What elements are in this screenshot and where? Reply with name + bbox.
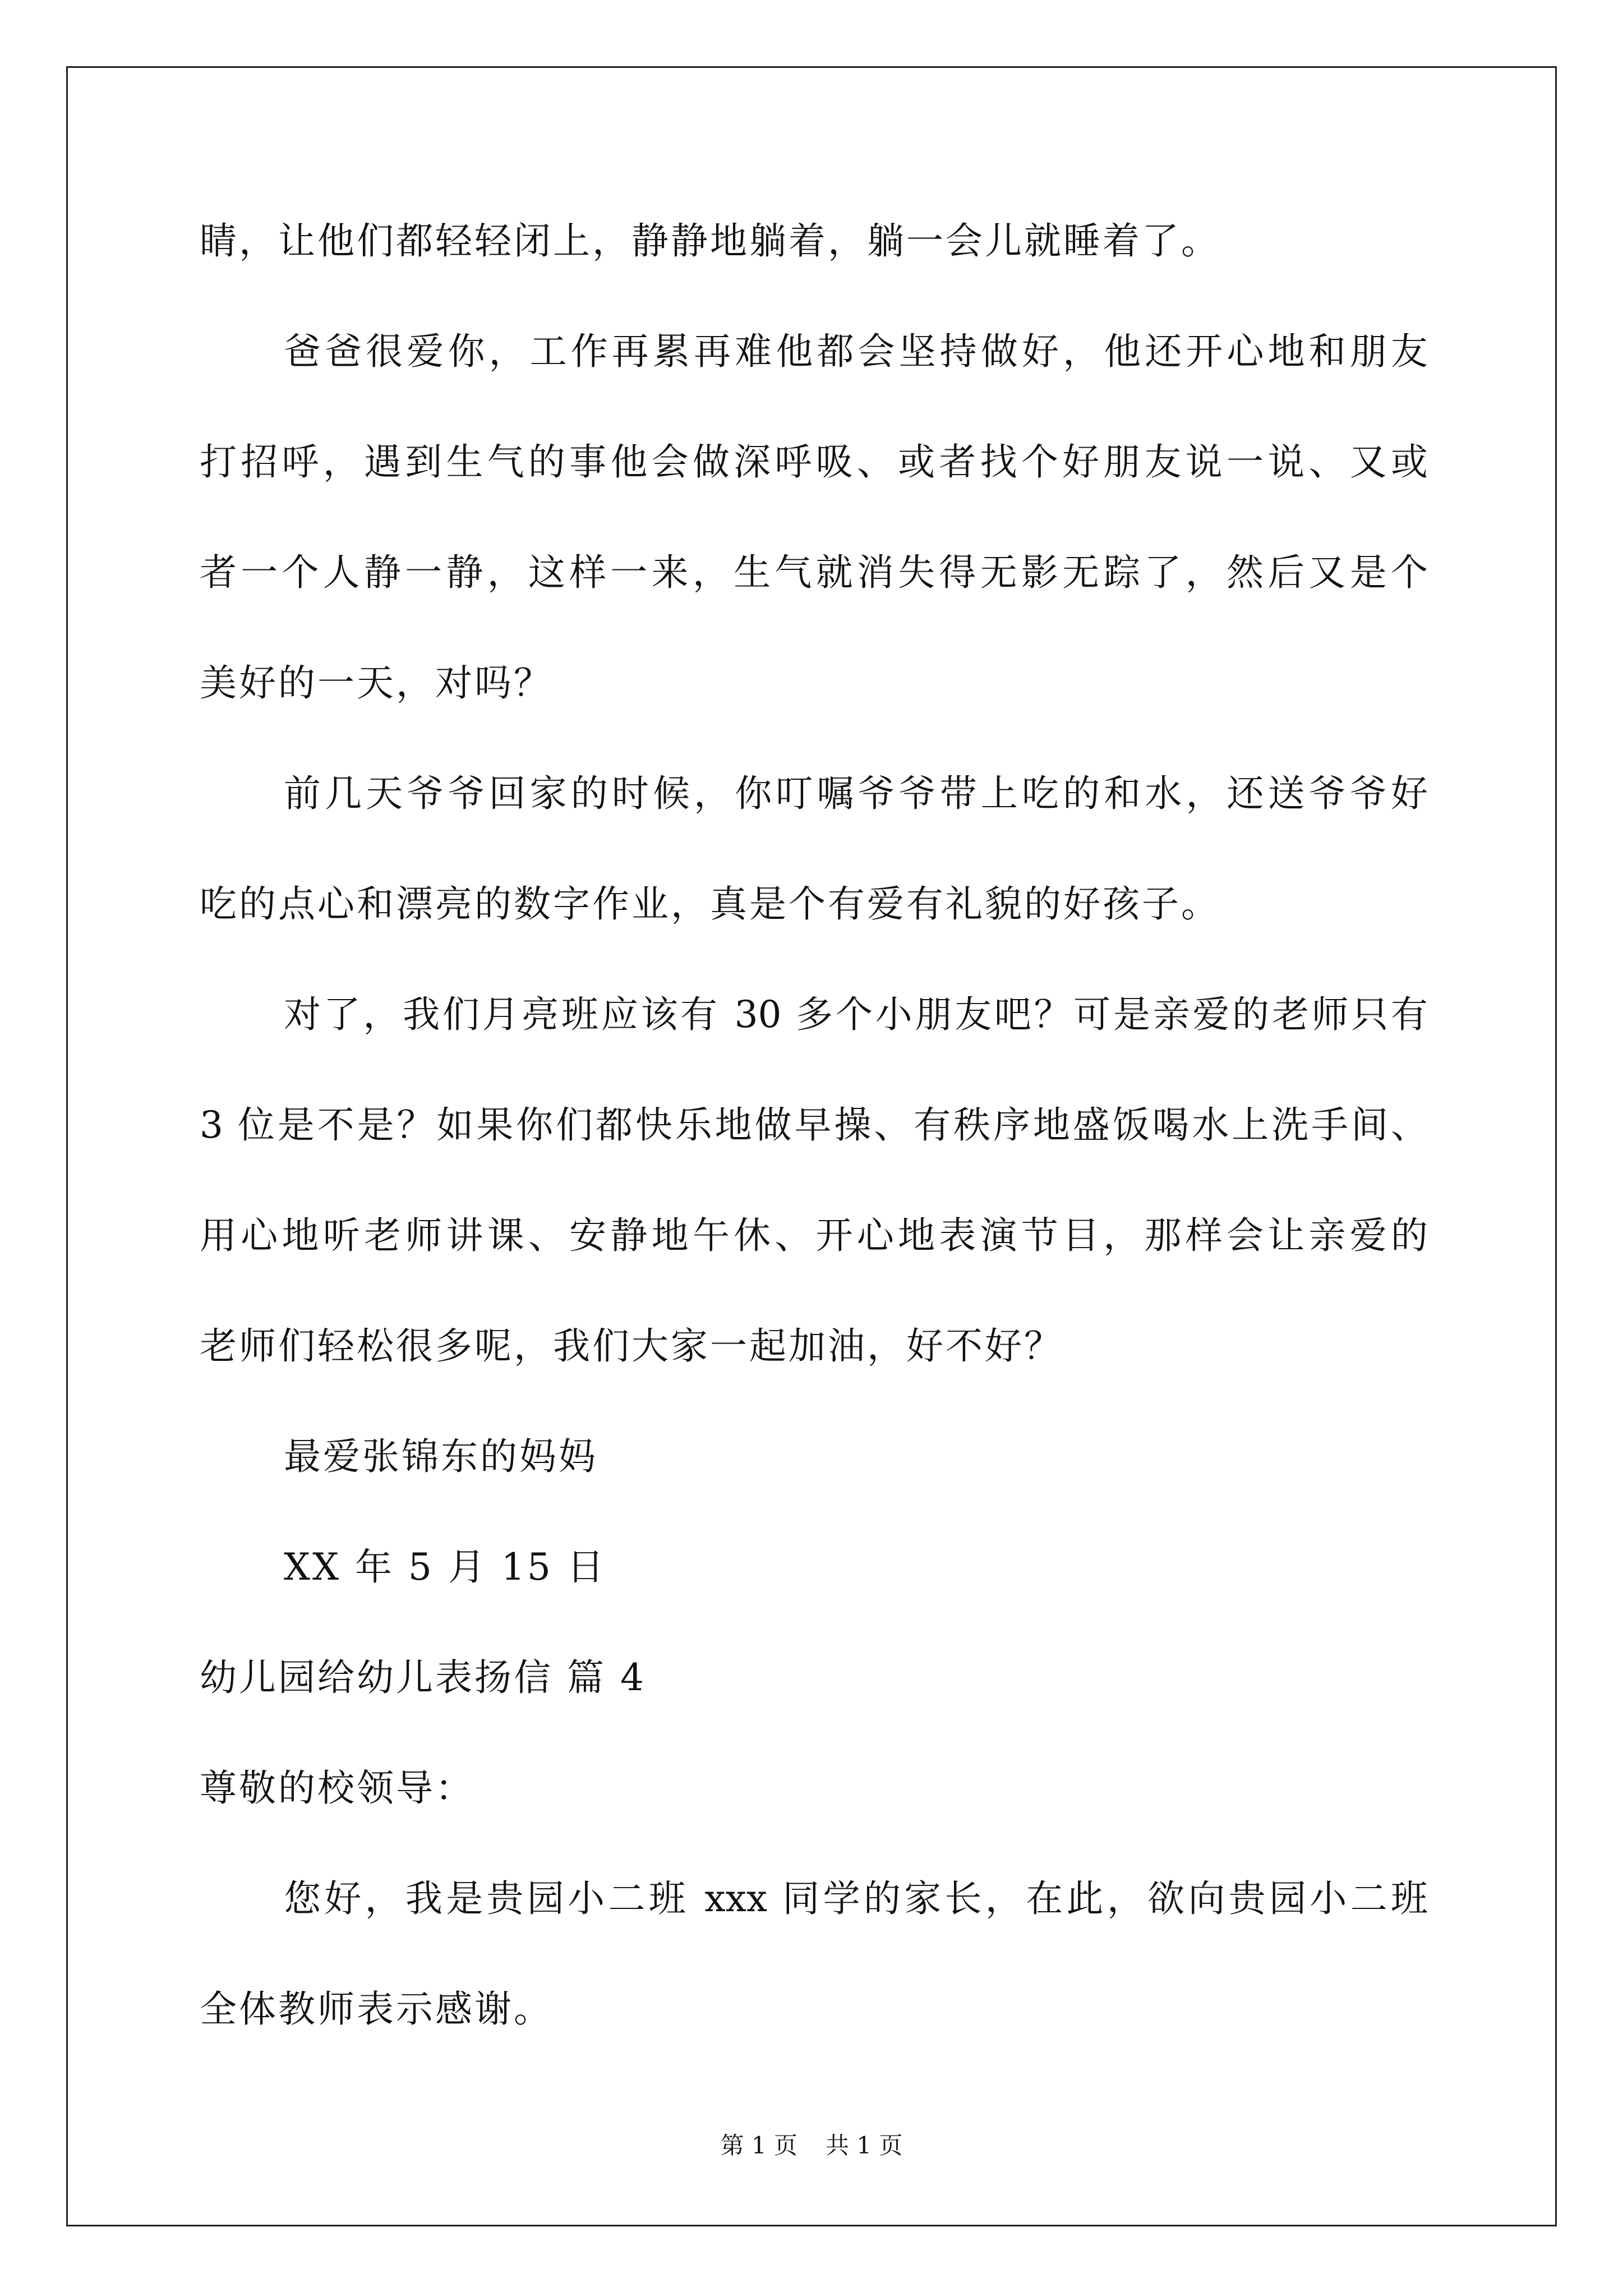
text-line: 吃的点心和漂亮的数字作业，真是个有爱有礼貌的好孩子。	[200, 882, 1220, 926]
text-line: 美好的一天，对吗？	[200, 661, 553, 705]
text-line: 爸爸很爱你，工作再累再难他都会坚持做好，他还开心地和朋友	[284, 330, 1428, 373]
page-total: 共 1 页	[826, 2132, 903, 2159]
text-line: 打招呼，遇到生气的事他会做深呼吸、或者找个好朋友说一说、又或	[200, 440, 1428, 484]
page-footer	[0, 2129, 1623, 2162]
text-line: 睛，让他们都轻轻闭上，静静地躺着，躺一会儿就睡着了。	[200, 219, 1220, 263]
text-line: 用心地听老师讲课、安静地午休、开心地表演节目，那样会让亲爱的	[200, 1214, 1428, 1257]
text-line: 前几天爷爷回家的时候，你叮嘱爷爷带上吃的和水，还送爷爷好	[284, 772, 1428, 815]
text-line: 老师们轻松很多呢，我们大家一起加油，好不好？	[200, 1324, 1063, 1368]
salutation-line: 尊敬的校领导：	[200, 1766, 474, 1810]
section-heading: 幼儿园给幼儿表扬信 篇 4	[200, 1656, 646, 1699]
text-line: 您好，我是贵园小二班 xxx 同学的家长，在此，欲向贵园小二班	[284, 1877, 1428, 1920]
page-number: 第 1 页	[720, 2132, 797, 2159]
text-line: 全体教师表示感谢。	[200, 1987, 553, 2031]
text-line: 者一个人静一静，这样一来，生气就消失得无影无踪了，然后又是个	[200, 551, 1428, 594]
signature-line: 最爱张锦东的妈妈	[284, 1435, 598, 1478]
text-line: 对了，我们月亮班应该有 30 多个小朋友吧？可是亲爱的老师只有	[284, 993, 1428, 1036]
text-line: 3 位是不是？如果你们都快乐地做早操、有秩序地盛饭喝水上洗手间、	[200, 1103, 1428, 1147]
date-line: XX 年 5 月 15 日	[284, 1545, 606, 1589]
